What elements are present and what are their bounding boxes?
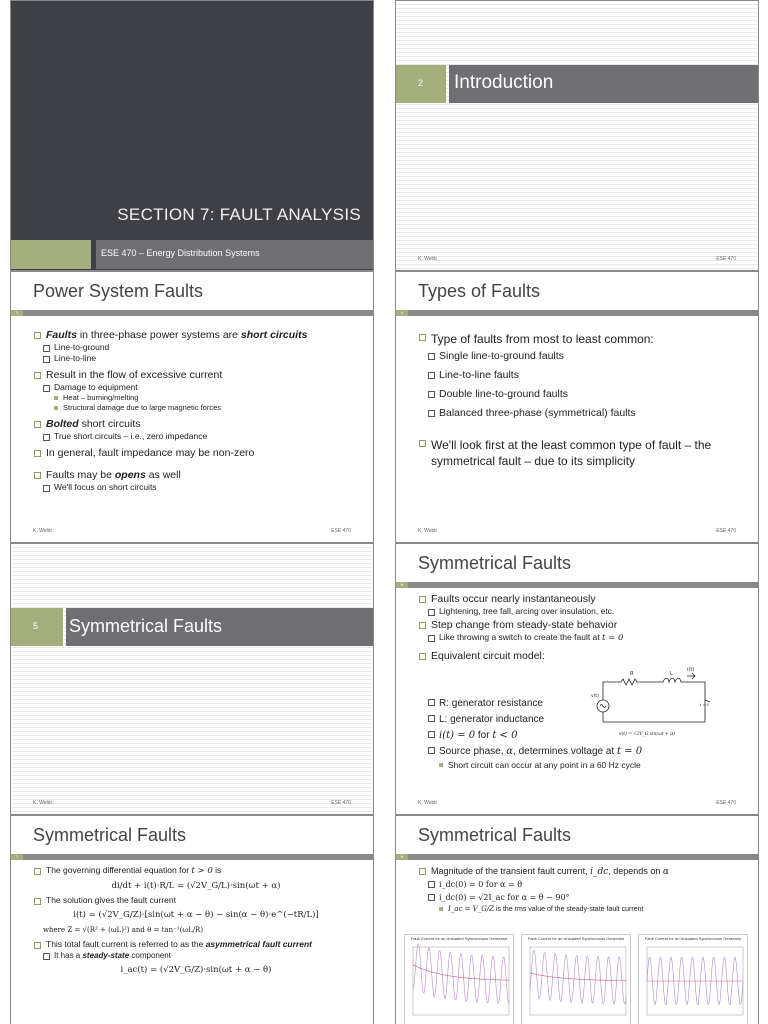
label-l: L: [670, 671, 673, 677]
bullet: This total fault current is referred to as the asymmetrical fault current: [33, 939, 359, 950]
slide-number: 2: [418, 78, 424, 88]
slide-number: 8: [396, 854, 408, 860]
slide-number: 5: [33, 621, 39, 631]
footer-author: K. Webb: [33, 800, 53, 806]
slide-title: Symmetrical Faults: [418, 553, 572, 573]
bullet: Faults in three-phase power systems are short circuits: [33, 329, 359, 342]
footer-author: K. Webb: [33, 528, 53, 534]
bullet: We'll look first at the least common type of fault – the symmetrical fault – due to its simplicity: [418, 437, 744, 469]
title-rule: [396, 310, 758, 316]
slide-types-of-faults: [395, 271, 759, 543]
fault-current-equation: i(t) = (√2V_G/Z)·[sin(ωt + α − θ) − sin(α − θ)·e^(−tR/L)]: [73, 910, 319, 920]
dc-offset-trace: [530, 973, 626, 981]
sub-bullet: Damage to equipment: [33, 382, 359, 393]
current-trace: [530, 950, 626, 1005]
impedance-definitions: where Z = √(R² + (ωL)²) and θ = tan⁻¹(ωL/R): [43, 926, 204, 934]
bullet: Result in the flow of excessive current: [33, 369, 359, 382]
fault-current-plot: [521, 934, 631, 1024]
sub-bullet: Line-to-ground: [33, 342, 359, 353]
footer-course: ESE 470: [716, 528, 736, 534]
slide-body: [33, 862, 359, 979]
fault-current-plot: [638, 934, 748, 1024]
label-r: R: [630, 671, 634, 677]
source-equation: v(t) = √2V_G sin(ωt + α): [619, 732, 676, 737]
bullet: In general, fault impedance may be non-zero: [33, 447, 359, 460]
plot-title: Fault Current for an Unloaded Synchronous Generator: [527, 936, 625, 941]
section-title: Symmetrical Faults: [69, 616, 223, 636]
sub-bullet: Line-to-line: [33, 353, 359, 364]
section-title: Introduction: [454, 72, 554, 93]
slide-introduction: [395, 0, 759, 271]
sub-sub-bullet: Short circuit can occur at any point in a 60 Hz cycle: [418, 760, 744, 770]
plot-waveform: [639, 941, 747, 1023]
slide-number: 6: [396, 582, 408, 588]
footer-author: K. Webb: [418, 528, 438, 534]
sub-bullet: It has a steady-state component: [33, 950, 359, 961]
slide-title: [10, 0, 374, 271]
title-rule: [396, 582, 758, 588]
sub-bullet: i(t) = 0 for t < 0: [418, 728, 744, 744]
bullet: Equivalent circuit model:: [418, 650, 744, 663]
fault-current-plot: [404, 934, 514, 1024]
slide-symmetrical-faults-equations: [10, 815, 374, 1024]
sub-bullet: Single line-to-ground faults: [418, 347, 744, 366]
bullet: The governing differential equation for t > 0 is: [33, 865, 359, 877]
title-rule: [11, 854, 373, 860]
sub-bullet: R: generator resistance: [418, 696, 744, 712]
current-trace: [413, 943, 509, 1004]
slide-body: [33, 324, 359, 493]
footer-course: ESE 470: [331, 800, 351, 806]
label-i: i(t): [687, 667, 695, 673]
sub-bullet: i_dc(0) = √2I_ac for α = θ − 90°: [418, 891, 744, 904]
footer-course: ESE 470: [716, 800, 736, 806]
bullet: Type of faults from most to least common:: [418, 331, 744, 347]
sub-bullet: True short circuits – i.e., zero impedance: [33, 431, 359, 442]
sub-bullet: We'll focus on short circuits: [33, 482, 359, 493]
sub-sub-bullet: Heat – burning/melting: [33, 393, 359, 403]
slide-body: [418, 862, 744, 915]
bullet: Faults occur nearly instantaneously: [418, 593, 744, 606]
plot-waveform: [405, 941, 513, 1023]
bullet: Bolted short circuits: [33, 418, 359, 431]
equivalent-circuit-diagram: [591, 662, 716, 742]
title-rule: [11, 310, 373, 316]
slide-number: 3: [11, 310, 23, 316]
slide-title: Symmetrical Faults: [418, 825, 572, 845]
section-title-bar: [66, 608, 373, 646]
course-subtitle: ESE 470 – Energy Distribution Systems: [101, 248, 260, 258]
slide-number: 7: [11, 854, 23, 860]
slide-symmetrical-section: [10, 543, 374, 815]
section-title: SECTION 7: FAULT ANALYSIS: [117, 205, 361, 224]
section-number-block: [396, 65, 446, 103]
footer-course: ESE 470: [331, 528, 351, 534]
footer-course: ESE 470: [716, 256, 736, 262]
plot-title: Fault Current for an Unloaded Synchronous Generator: [644, 936, 742, 941]
bullet: The solution gives the fault current: [33, 895, 359, 906]
slide-title: Power System Faults: [33, 281, 204, 301]
section-title-bar: [449, 65, 758, 103]
sub-sub-bullet: I_ac = V_G/Z is the rms value of the steady-state fault current: [418, 904, 744, 915]
slide-title: Types of Faults: [418, 281, 541, 301]
sub-bullet: Balanced three-phase (symmetrical) faults: [418, 404, 744, 423]
footer-author: K. Webb: [418, 256, 438, 262]
slide-symmetrical-faults-plots: [395, 815, 759, 1024]
differential-equation: di/dt + i(t)·R/L = (√2V_G/L)·sin(ωt + α): [111, 881, 281, 891]
sub-bullet: i_dc(0) = 0 for α = θ: [418, 878, 744, 891]
plot-title: Fault Current for an Unloaded Synchronous Generator: [410, 936, 508, 941]
footer-author: K. Webb: [418, 800, 438, 806]
bullet: Step change from steady-state behavior: [418, 619, 744, 632]
sub-bullet: Double line-to-ground faults: [418, 385, 744, 404]
slide-number: 4: [396, 310, 408, 316]
sub-bullet: Line-to-line faults: [418, 366, 744, 385]
subtitle-bar: [96, 240, 373, 269]
slide-title: Symmetrical Faults: [33, 825, 187, 845]
bullet: Magnitude of the transient fault current, i_dc, depends on α: [418, 865, 744, 878]
sub-bullet: Like throwing a switch to create the fault at t = 0: [418, 632, 744, 644]
title-rule: [396, 854, 758, 860]
bullet: Faults may be opens as well: [33, 469, 359, 482]
sub-bullet: Source phase, α, determines voltage at t = 0: [418, 744, 744, 760]
slide-symmetrical-faults-circuit: [395, 543, 759, 815]
label-switch: t = 0: [700, 703, 709, 707]
accent-block: [11, 240, 91, 269]
label-v: v(t): [591, 694, 599, 699]
sub-bullet: Lightening, tree fall, arcing over insulation, etc.: [418, 606, 744, 617]
section-number-block: [11, 608, 63, 646]
steady-state-equation: i_ac(t) = (√2V_G/Z)·sin(ωt + α − θ): [120, 965, 272, 975]
slide-power-system-faults: [10, 271, 374, 543]
sub-bullet: L: generator inductance: [418, 712, 744, 728]
plot-waveform: [522, 941, 630, 1023]
slide-body: [418, 324, 744, 469]
sub-sub-bullet: Structural damage due to large magnetic forces: [33, 403, 359, 413]
